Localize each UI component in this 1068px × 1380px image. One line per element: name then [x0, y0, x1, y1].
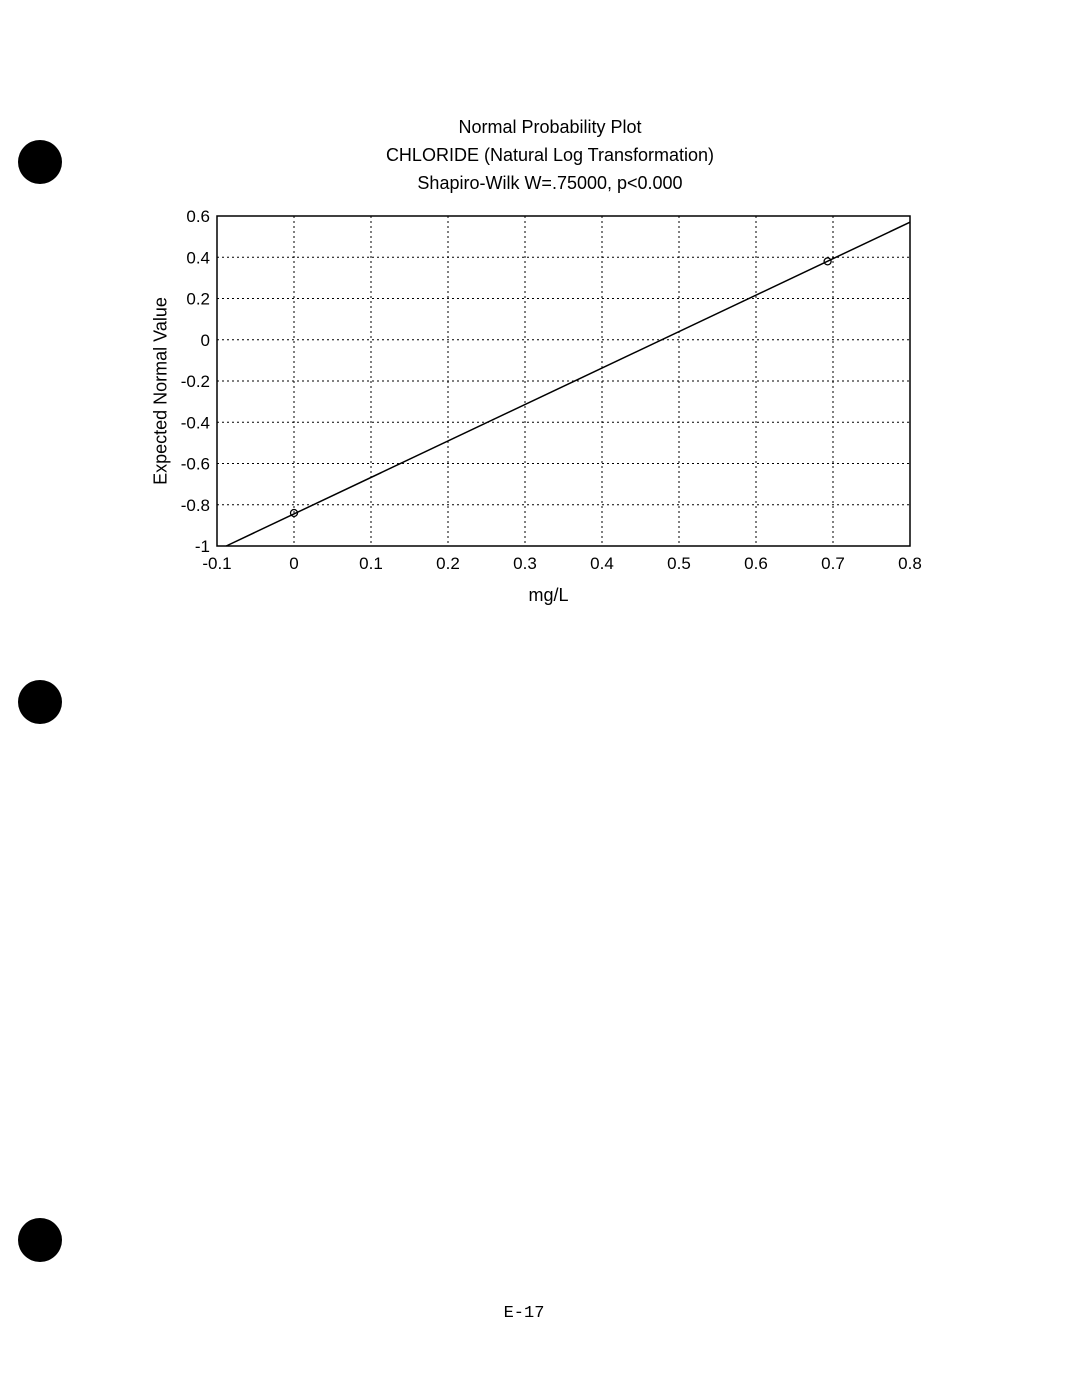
chart-statistic: Shapiro-Wilk W=.75000, p<0.000: [417, 173, 683, 193]
y-tick-label: -0.2: [180, 372, 210, 391]
x-tick-label: 0.2: [436, 554, 460, 573]
y-tick-label: -0.8: [180, 495, 210, 515]
x-tick-label: 0.8: [898, 554, 922, 573]
chart-title: Normal Probability Plot: [458, 117, 642, 137]
y-tick-label: -0.6: [180, 454, 210, 474]
x-tick-label: 0.6: [744, 554, 768, 573]
y-tick-label: 0: [200, 330, 210, 350]
grid-lines: [217, 216, 910, 546]
x-tick-label: 0.7: [821, 554, 845, 573]
y-tick-label: -0.4: [180, 413, 210, 433]
y-axis-label: Expected Normal Value: [150, 297, 171, 485]
x-tick-label: 0.3: [513, 554, 537, 573]
y-tick-label: -1: [194, 537, 210, 556]
y-tick-label: 0.4: [186, 248, 210, 268]
x-tick-label: 0.1: [359, 554, 383, 573]
punch-hole-middle: [18, 680, 62, 724]
probability-plot: [0, 0, 1068, 620]
x-tick-label: 0.5: [667, 554, 691, 573]
x-tick-label: -0.1: [202, 554, 232, 573]
page-number: E-17: [503, 1304, 545, 1323]
punch-hole-bottom: [18, 1218, 62, 1262]
chart-subtitle: CHLORIDE (Natural Log Transformation): [385, 145, 715, 165]
x-tick-label: 0.4: [590, 554, 614, 573]
fit-line: [226, 222, 910, 546]
x-tick-labels: [202, 554, 921, 573]
y-tick-label: 0.6: [186, 207, 210, 226]
y-tick-label: 0.2: [186, 289, 210, 309]
y-tick-labels: [181, 207, 210, 556]
x-axis-label: mg/L: [528, 585, 569, 605]
x-tick-label: 0: [289, 554, 299, 573]
